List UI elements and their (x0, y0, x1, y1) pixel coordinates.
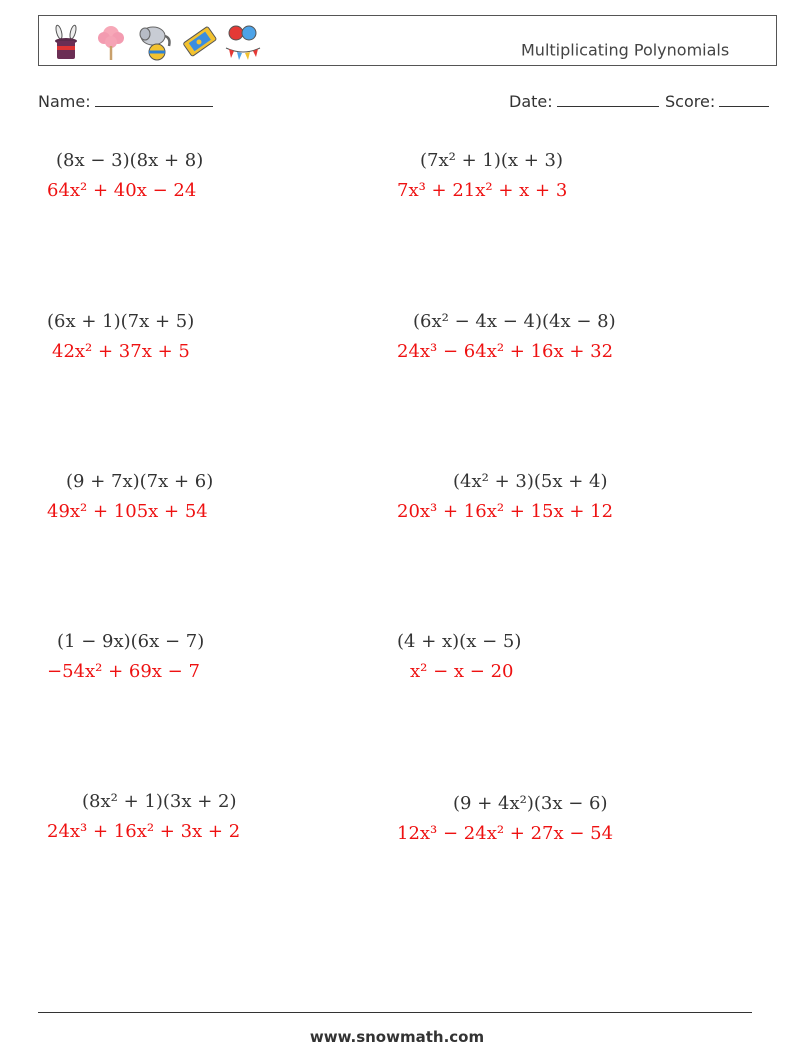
header-box (38, 15, 777, 66)
problem-answer: −54x² + 69x − 7 (47, 661, 200, 682)
score-blank[interactable] (719, 92, 769, 107)
footer-url[interactable]: www.snowmath.com (309, 1028, 485, 1046)
ticket-icon (179, 22, 219, 62)
name-blank[interactable] (95, 92, 213, 107)
date-field[interactable] (509, 92, 659, 111)
problem-answer: 7x³ + 21x² + x + 3 (397, 180, 568, 201)
problem-answer: 12x³ − 24x² + 27x − 54 (397, 823, 614, 844)
problem-question: (7x² + 1)(x + 3) (420, 150, 564, 171)
date-label: Date: (509, 92, 553, 111)
magic-hat-icon (47, 22, 87, 62)
problem-question: (4x² + 3)(5x + 4) (453, 471, 608, 492)
problem-question: (8x² + 1)(3x + 2) (82, 791, 237, 812)
problem-answer: 20x³ + 16x² + 15x + 12 (397, 501, 614, 522)
problem-answer: 49x² + 105x + 54 (47, 501, 208, 522)
problem-question: (6x + 1)(7x + 5) (47, 311, 195, 332)
problem-question: (4 + x)(x − 5) (397, 631, 522, 652)
name-field[interactable] (38, 92, 213, 111)
page-title: Multiplicating Polynomials (521, 40, 730, 60)
problem-question: (6x² − 4x − 4)(4x − 8) (413, 311, 616, 332)
problem-question: (9 + 4x²)(3x − 6) (453, 793, 608, 814)
circus-elephant-icon (135, 22, 175, 62)
problem-answer: 64x² + 40x − 24 (47, 180, 197, 201)
problem-question: (1 − 9x)(6x − 7) (57, 631, 205, 652)
problem-answer: x² − x − 20 (410, 661, 514, 682)
problem-question: (8x − 3)(8x + 8) (56, 150, 204, 171)
date-blank[interactable] (557, 92, 659, 107)
score-label: Score: (665, 92, 716, 111)
problem-question: (9 + 7x)(7x + 6) (66, 471, 214, 492)
problem-answer: 24x³ + 16x² + 3x + 2 (47, 821, 241, 842)
problem-answer: 42x² + 37x + 5 (52, 341, 190, 362)
cotton-candy-icon (91, 22, 131, 62)
name-label: Name: (38, 92, 91, 111)
problem-answer: 24x³ − 64x² + 16x + 32 (397, 341, 614, 362)
balloons-bunting-icon (223, 22, 263, 62)
footer-divider (38, 1012, 752, 1013)
score-field[interactable] (665, 92, 769, 111)
